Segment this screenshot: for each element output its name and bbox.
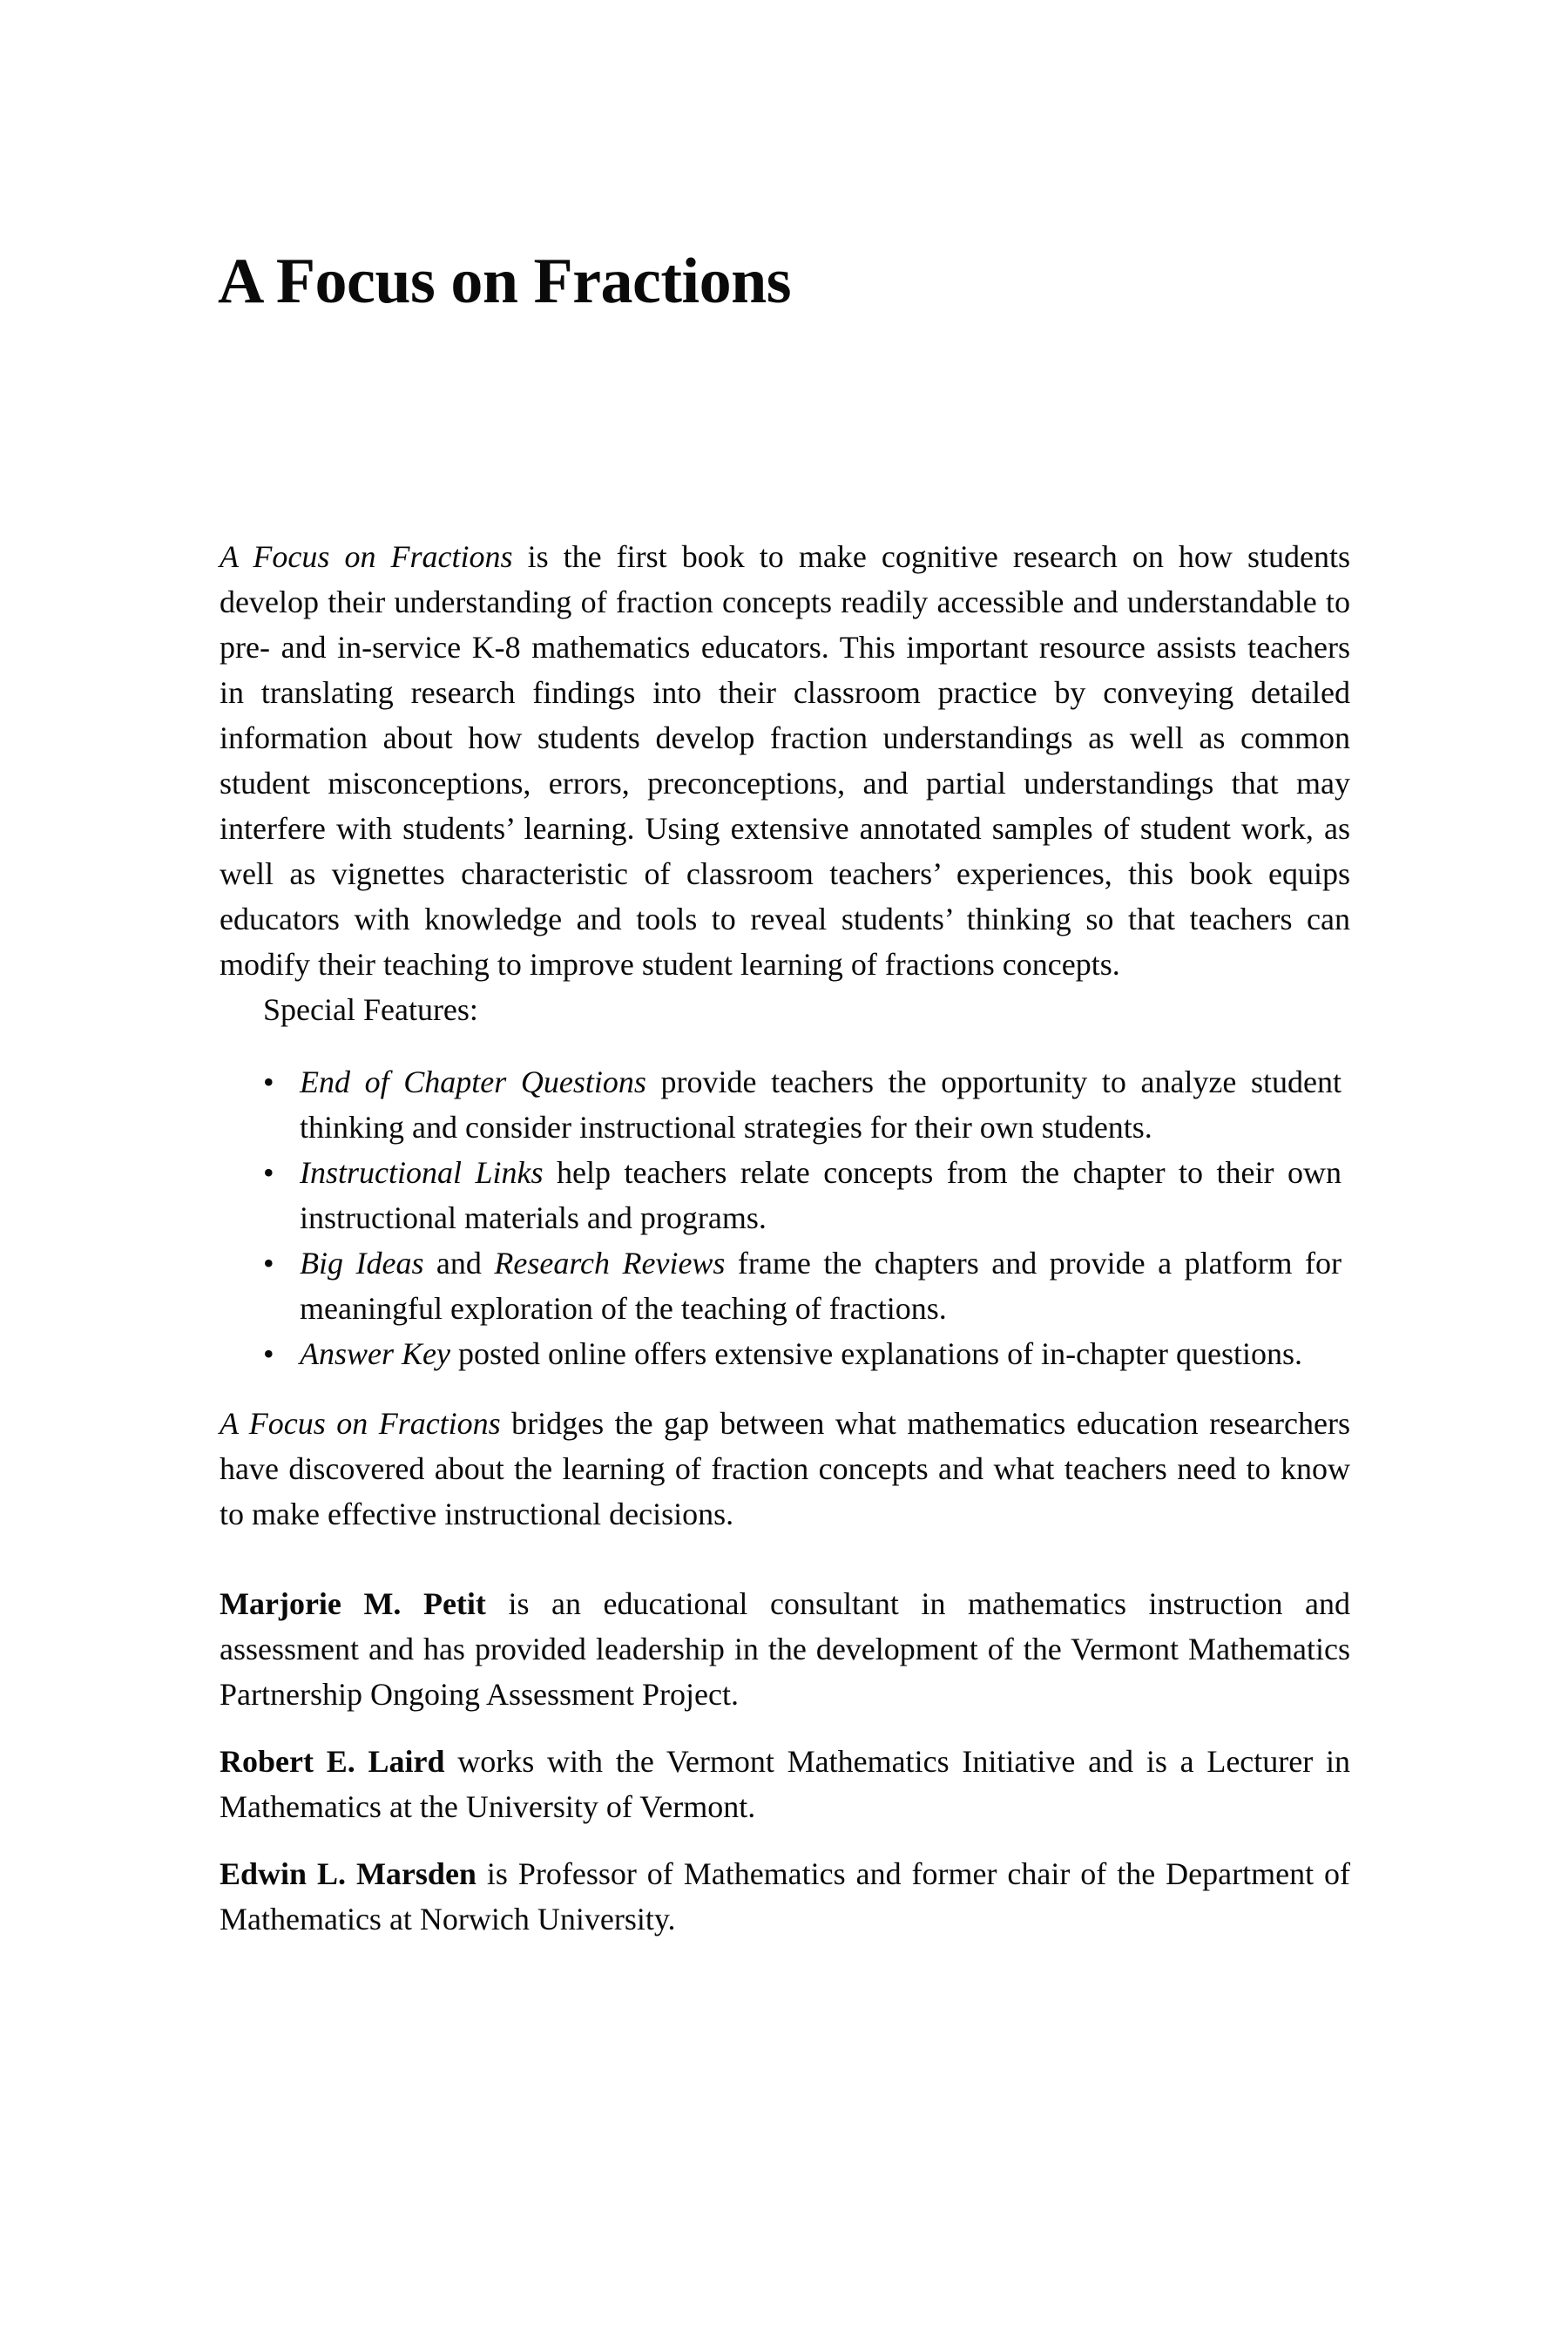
author-name: Edwin L. Marsden — [220, 1856, 476, 1891]
feature-description: provide teachers the opportunity to analyze student thinking and consider instructional strategies for their own students. — [300, 1064, 1342, 1145]
author-name: Robert E. Laird — [220, 1744, 445, 1779]
intro-paragraph — [220, 534, 1350, 987]
feature-name: Instructional Links — [300, 1155, 544, 1190]
book-description — [220, 534, 1350, 1942]
special-features-list — [220, 1059, 1350, 1376]
author-bio-laird — [220, 1739, 1350, 1829]
feature-name-secondary: Research Reviews — [494, 1246, 726, 1281]
bullet-icon: • — [263, 1155, 274, 1190]
author-bio-petit — [220, 1581, 1350, 1717]
feature-description: posted online offers extensive explanations of in-chapter questions. — [449, 1336, 1303, 1371]
special-features-label: Special Features: — [263, 992, 478, 1027]
feature-item-instructional-links — [220, 1150, 1350, 1240]
author-bio-text: is Professor of Mathematics and former chair of the Department of Mathematics at Norwich University. — [220, 1856, 1351, 1936]
feature-connector: and — [423, 1246, 495, 1281]
feature-item-answer-key — [220, 1331, 1350, 1376]
feature-name: Answer Key — [300, 1336, 450, 1371]
feature-item-end-of-chapter-questions — [220, 1059, 1350, 1150]
closing-text: bridges the gap between what mathematics education researchers have discovered about the learning of fraction concepts and what teachers need to know to make effective instructional decisions. — [220, 1406, 1350, 1531]
intro-text: is the first book to make cognitive research on how students develop their understanding of fraction concepts readily accessible and understandable to pre- and in-service K-8 mathematics educators. This important resource assists teachers in translating research findings into their classroom practice by conveying detailed information about how students develop fraction understandings as well as common student misconceptions, errors, preconceptions, and partial understandings that may interfere with students’ learning. Using extensive annotated samples of student work, as well as vignettes characteristic of classroom teachers’ experiences, this book equips educators with knowledge and tools to reveal students’ thinking so that teachers can modify their teaching to improve student learning of fractions concepts. — [220, 539, 1350, 982]
book-title-italic: A Focus on Fractions — [220, 1406, 501, 1441]
bullet-icon: • — [263, 1064, 274, 1099]
page-title: A Focus on Fractions — [218, 246, 792, 317]
feature-description: help teachers relate concepts from the chapter to their own instructional materials and programs. — [300, 1155, 1342, 1235]
feature-item-big-ideas-research-reviews — [220, 1240, 1350, 1331]
book-title-italic: A Focus on Fractions — [220, 539, 513, 574]
author-bio-marsden — [220, 1851, 1350, 1942]
author-bio-text: works with the Vermont Mathematics Initiative and is a Lecturer in Mathematics at the University of Vermont. — [220, 1744, 1351, 1824]
bullet-icon: • — [263, 1336, 274, 1371]
author-name: Marjorie M. Petit — [220, 1586, 486, 1621]
feature-description: frame the chapters and provide a platform for meaningful exploration of the teaching of fractions. — [300, 1246, 1342, 1326]
bullet-icon: • — [263, 1246, 274, 1281]
feature-name: End of Chapter Questions — [300, 1064, 646, 1099]
closing-paragraph — [220, 1401, 1350, 1537]
feature-name: Big Ideas — [300, 1246, 424, 1281]
author-bio-text: is an educational consultant in mathematics instruction and assessment and has provided leadership in the development of the Vermont Mathematics Partnership Ongoing Assessment Project. — [220, 1586, 1350, 1712]
